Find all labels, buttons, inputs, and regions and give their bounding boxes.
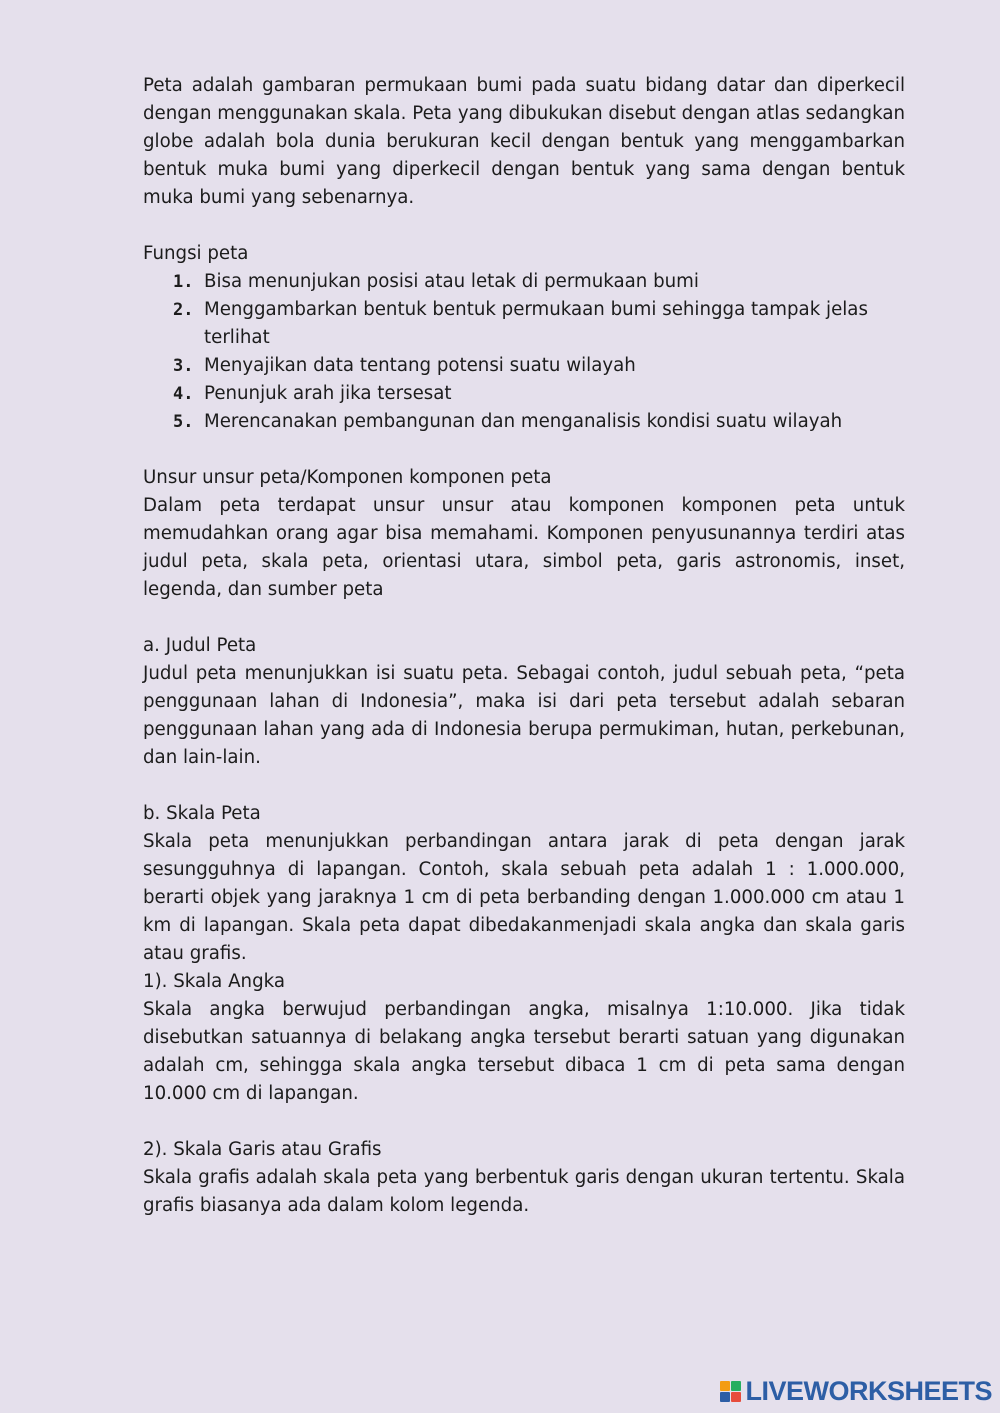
fungsi-list <box>143 268 905 436</box>
list-item <box>143 380 905 408</box>
list-text: Menggambarkan bentuk bentuk permukaan bumi sehingga tampak jelas terlihat <box>204 299 868 348</box>
logo-text: LIVEWORKSHEETS <box>745 1376 992 1406</box>
unsur-heading: Unsur unsur peta/Komponen komponen peta <box>143 467 552 488</box>
skala-garis-heading: 2). Skala Garis atau Grafis <box>143 1139 382 1160</box>
judul-paragraph: Judul peta menunjukkan isi suatu peta. Sebagai contoh, judul sebuah peta, “peta penggunaan lahan di Indonesia”, maka isi dari peta tersebut adalah sebaran penggunaan lahan yang ada di Indonesia berupa permukiman, hutan, perkebunan, dan lain-lain. <box>143 663 905 768</box>
unsur-paragraph: Dalam peta terdapat unsur unsur atau komponen komponen peta untuk memudahkan orang agar bisa memahami. Komponen penyusunannya terdiri atas judul peta, skala peta, orientasi utara, simbol peta, garis astronomis, inset, legenda, dan sumber peta <box>143 495 905 600</box>
list-number: 3. <box>173 356 194 376</box>
list-text: Merencanakan pembangunan dan menganalisis kondisi suatu wilayah <box>204 411 843 432</box>
logo-square-3 <box>720 1392 730 1402</box>
list-text: Bisa menunjukan posisi atau letak di permukaan bumi <box>204 271 699 292</box>
list-item <box>143 408 905 436</box>
skala-paragraph: Skala peta menunjukkan perbandingan antara jarak di peta dengan jarak sesungguhnya di lapangan. Contoh, skala sebuah peta adalah 1 : 1.000.000, berarti objek yang jaraknya 1 cm di peta berbanding dengan 1.000.000 cm atau 1 km di lapangan. Skala peta dapat dibedakanmenjadi skala angka dan skala garis atau grafis. <box>143 831 905 964</box>
logo-square-4 <box>731 1392 741 1402</box>
list-number: 1. <box>173 272 194 292</box>
list-item <box>143 268 905 296</box>
list-number: 5. <box>173 412 194 432</box>
skala-angka-paragraph: Skala angka berwujud perbandingan angka, misalnya 1:10.000. Jika tidak disebutkan satuannya di belakang angka tersebut berarti satuan yang digunakan adalah cm, sehingga skala angka tersebut dibaca 1 cm di peta sama dengan 10.000 cm di lapangan. <box>143 999 905 1104</box>
logo-mark-icon <box>720 1381 741 1402</box>
list-item <box>143 352 905 380</box>
logo-square-2 <box>731 1381 741 1391</box>
list-item <box>143 296 905 352</box>
fungsi-heading: Fungsi peta <box>143 243 249 264</box>
list-text: Menyajikan data tentang potensi suatu wilayah <box>204 355 636 376</box>
list-number: 4. <box>173 384 194 404</box>
intro-paragraph: Peta adalah gambaran permukaan bumi pada suatu bidang datar dan diperkecil dengan menggunakan skala. Peta yang dibukukan disebut dengan atlas sedangkan globe adalah bola dunia berukuran kecil dengan bentuk yang menggambarkan bentuk muka bumi yang diperkecil dengan bentuk yang sama dengan bentuk muka bumi yang sebenarnya. <box>143 75 905 208</box>
list-number: 2. <box>173 300 194 320</box>
skala-garis-paragraph: Skala grafis adalah skala peta yang berbentuk garis dengan ukuran tertentu. Skala grafis biasanya ada dalam kolom legenda. <box>143 1167 905 1216</box>
worksheet-page <box>143 72 905 1220</box>
judul-heading: a. Judul Peta <box>143 635 257 656</box>
skala-heading: b. Skala Peta <box>143 803 261 824</box>
logo-square-1 <box>720 1381 730 1391</box>
liveworksheets-logo <box>720 1376 992 1407</box>
list-text: Penunjuk arah jika tersesat <box>204 383 452 404</box>
skala-angka-heading: 1). Skala Angka <box>143 971 285 992</box>
